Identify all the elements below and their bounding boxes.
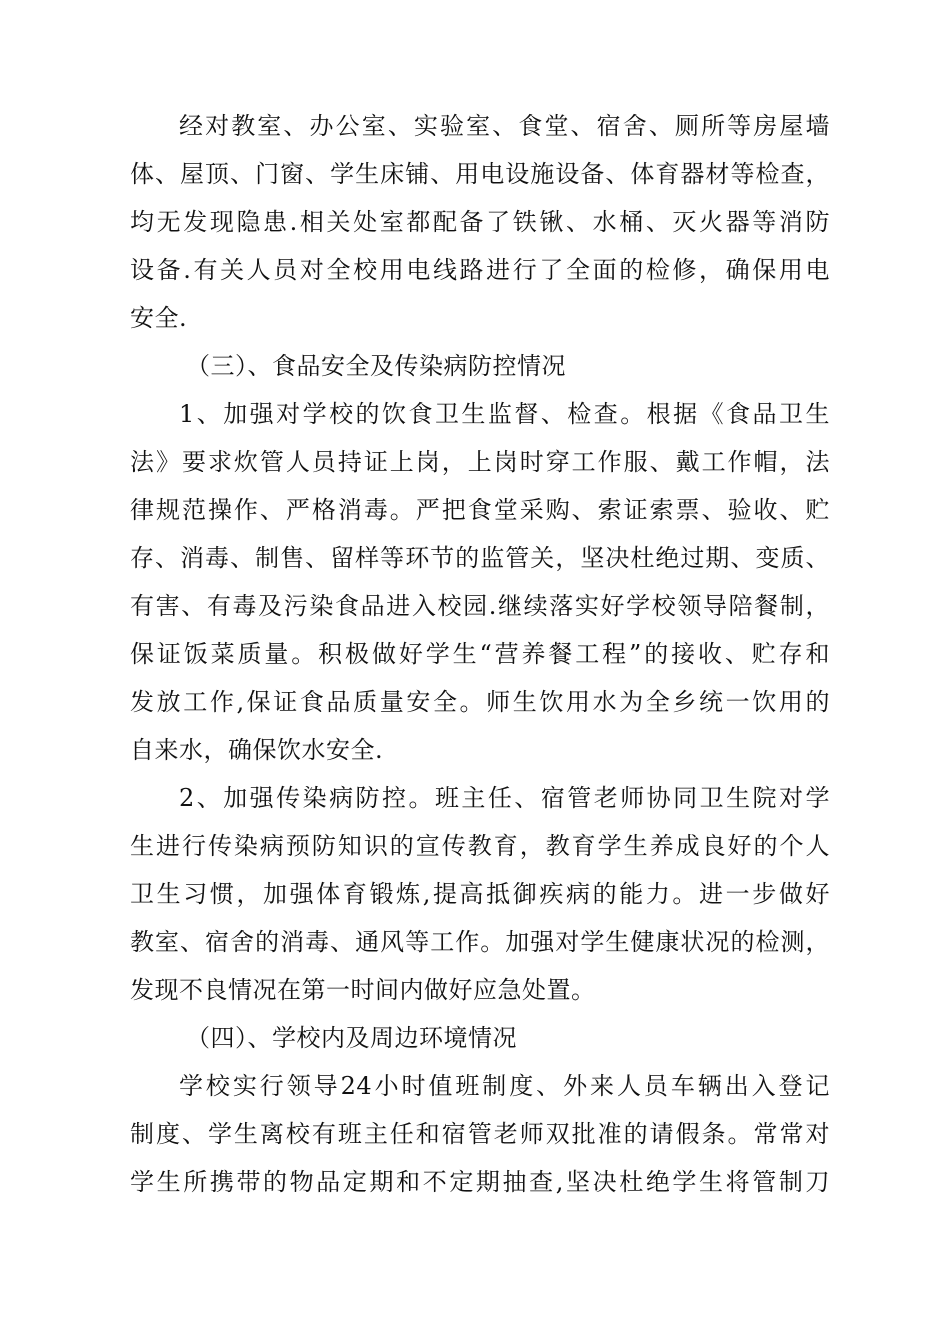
- text-line: 1、加强对学校的饮食卫生监督、检查。根据《食品卫生: [179, 400, 830, 428]
- text-line: 学生所携带的物品定期和不定期抽查,坚决杜绝学生将管制刀: [130, 1168, 830, 1196]
- text-line: 存、消毒、制售、留样等环节的监管关，坚决杜绝过期、变质、: [130, 544, 830, 572]
- text-line: 自来水，确保饮水安全.: [130, 736, 384, 764]
- section-heading-campus-environment: （四）、学校内及周边环境情况: [186, 1024, 517, 1052]
- text-line: 有害、有毒及污染食品进入校园.继续落实好学校领导陪餐制，: [130, 592, 830, 620]
- text-line: 教室、宿舍的消毒、通风等工作。加强对学生健康状况的检测，: [130, 928, 830, 956]
- text-line: 均无发现隐患.相关处室都配备了铁锹、水桶、灭火器等消防: [130, 208, 830, 236]
- text-line: 设备.有关人员对全校用电线路进行了全面的检修，确保用电: [130, 256, 830, 284]
- paragraph-campus-duty: [130, 1062, 830, 1206]
- text-line: 制度、学生离校有班主任和宿管老师双批准的请假条。常常对: [130, 1120, 830, 1148]
- text-line: 保证饭菜质量。积极做好学生“营养餐工程”的接收、贮存和: [130, 640, 830, 668]
- text-line: 发现不良情况在第一时间内做好应急处置。: [130, 976, 596, 1004]
- text-line: 2、加强传染病防控。班主任、宿管老师协同卫生院对学: [179, 784, 830, 812]
- section-heading-food-safety: （三）、食品安全及传染病防控情况: [186, 352, 566, 380]
- paragraph-food-hygiene: [130, 390, 830, 774]
- text-line: 经对教室、办公室、实验室、食堂、宿舍、厕所等房屋墙: [179, 112, 830, 140]
- text-line: 发放工作,保证食品质量安全。师生饮用水为全乡统一饮用的: [130, 688, 830, 716]
- text-line: 学校实行领导24小时值班制度、外来人员车辆出入登记: [179, 1072, 830, 1100]
- text-line: 生进行传染病预防知识的宣传教育，教育学生养成良好的个人: [130, 832, 830, 860]
- text-line: 律规范操作、严格消毒。严把食堂采购、索证索票、验收、贮: [130, 496, 830, 524]
- text-line: 安全.: [130, 304, 188, 332]
- text-line: 法》要求炊管人员持证上岗，上岗时穿工作服、戴工作帽，法: [130, 448, 830, 476]
- text-line: 卫生习惯，加强体育锻炼,提高抵御疾病的能力。进一步做好: [130, 880, 830, 908]
- paragraph-disease-control: [130, 774, 830, 1014]
- text-line: 体、屋顶、门窗、学生床铺、用电设施设备、体育器材等检查，: [130, 160, 830, 188]
- paragraph-building-safety: [130, 102, 830, 342]
